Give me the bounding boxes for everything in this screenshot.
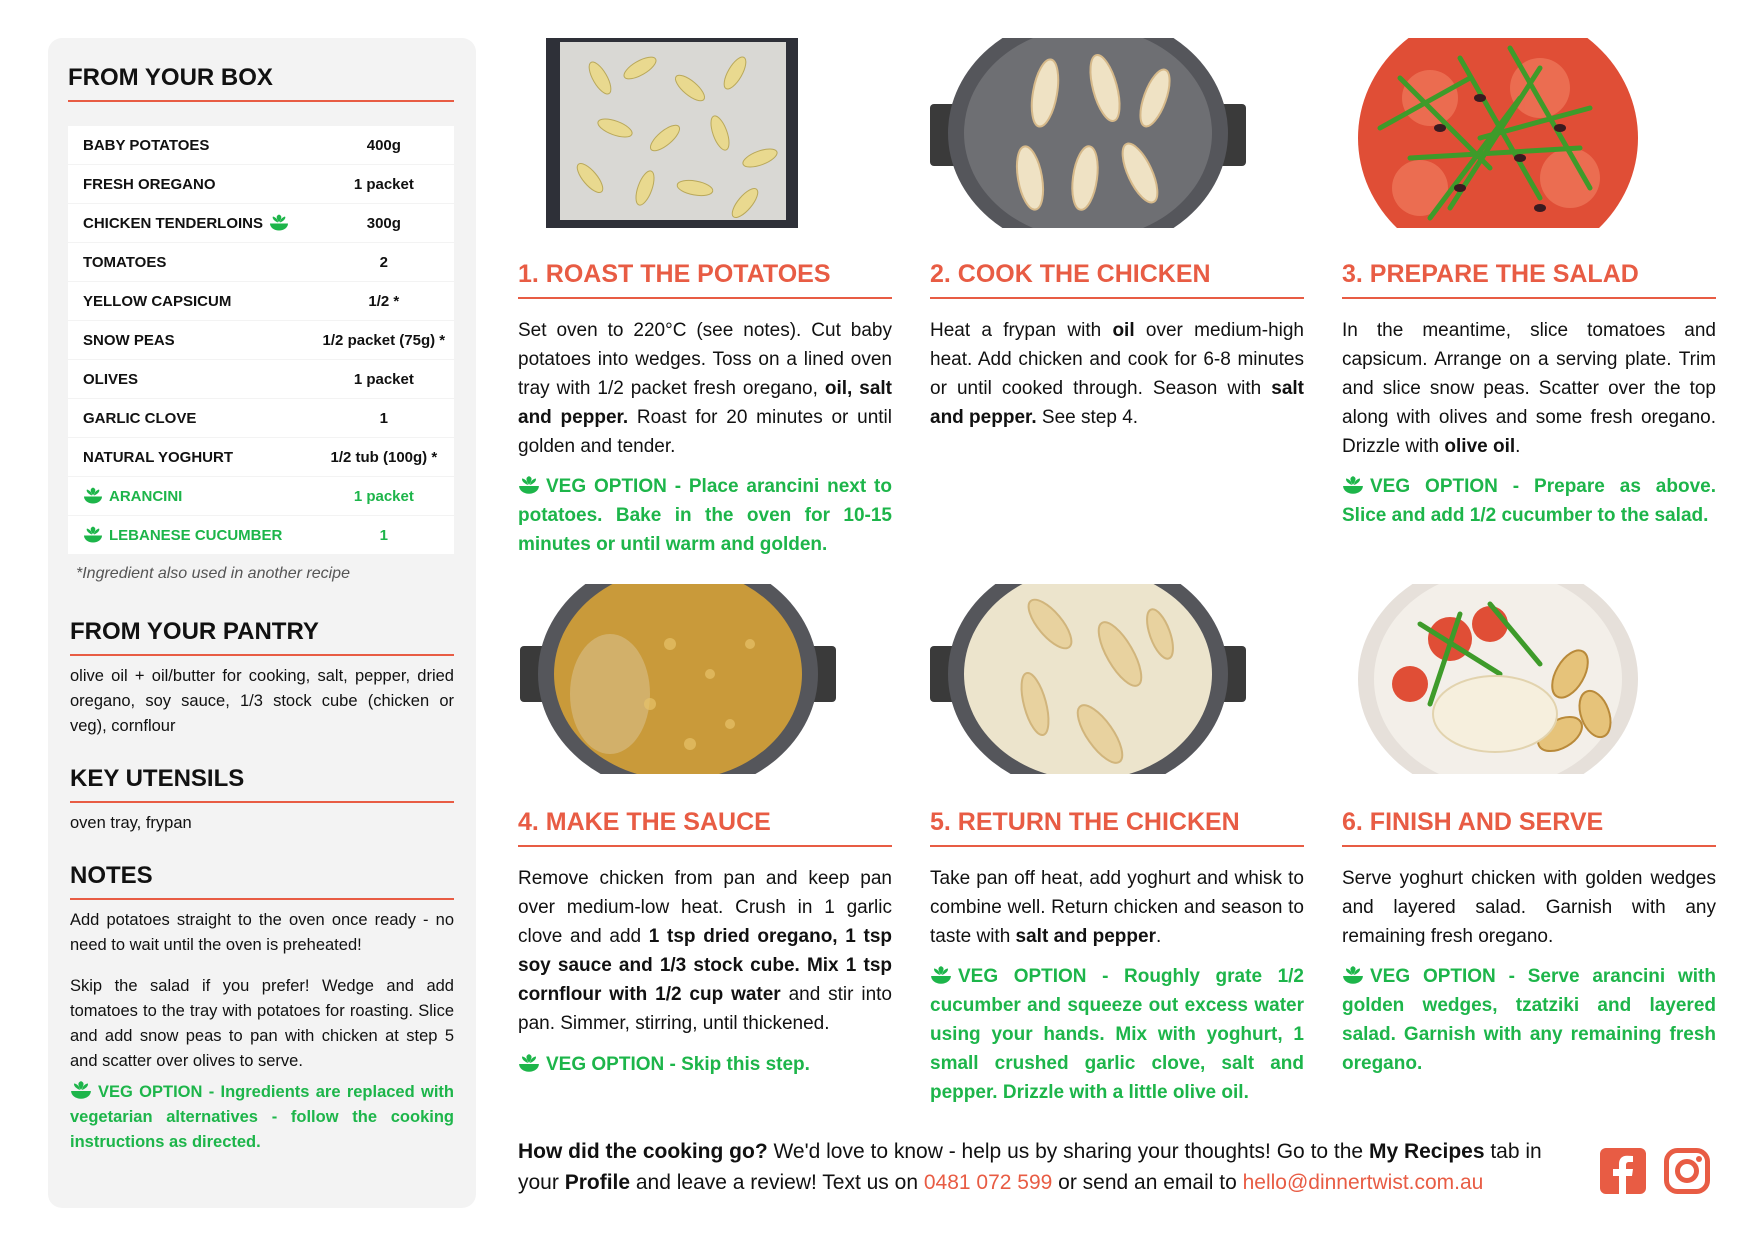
step-5-title: 5. RETURN THE CHICKEN [930,808,1304,847]
veg-bowl-icon [518,476,540,495]
ingredient-qty: 1/2 tub (100g) * [330,448,438,466]
ingredients-panel [48,38,476,1208]
ingredient-row [68,126,454,164]
bold-run: oil [1112,320,1135,341]
step-2-text [930,316,1304,432]
ingredient-name: YELLOW CAPSICUM [83,292,232,310]
step-2-photo [930,38,1246,228]
text-run: See step 4. [1036,407,1139,428]
ingredient-name: CHICKEN TENDERLOINS [83,214,264,232]
ingredient-row [68,438,454,476]
veg-bowl-icon [70,1081,92,1100]
feedback-footer [518,1136,1568,1198]
step-1-veg [518,472,892,559]
text-run: and stir into pan. Simmer, stirring, until thickened. [518,984,892,1034]
note-1: Add potatoes straight to the oven once ready - no need to wait until the oven is preheated! [70,911,454,954]
ingredients-table [68,126,454,555]
veg-bowl-icon [518,1054,540,1073]
step-4-veg [518,1050,892,1079]
step-3-photo [1340,38,1656,228]
text-run: Remove chicken from pan and keep pan over medium-low heat. Crush in 1 garlic clove and add [518,868,892,947]
ingredient-name-cell [68,526,314,544]
text-run: and leave a review! Text us on [630,1171,924,1194]
my-recipes-label: My Recipes [1368,1140,1485,1163]
step-6-text: Serve yoghurt chicken with golden wedges and layered salad. Garnish with any remaining fresh oregano. [1342,868,1716,947]
text-run: Roast for 20 minutes or until golden and tender. [518,407,893,457]
note-2: Skip the salad if you prefer! Wedge and add tomatoes to the tray with potatoes for roasting. Slice and add snow peas to pan with chicken at step 5 and scatter over olives to serve. [70,977,454,1070]
instagram-icon[interactable] [1664,1148,1710,1194]
ingredient-name: GARLIC CLOVE [83,409,197,427]
pantry-heading: FROM YOUR PANTRY [70,618,454,656]
text-run: Take pan off heat, add yoghurt and whisk to combine well. Return chicken and season to taste with [930,868,1304,947]
step-1-title: 1. ROAST THE POTATOES [518,260,892,299]
step-3-title: 3. PREPARE THE SALAD [1342,260,1716,299]
ingredient-row [68,282,454,320]
ingredient-name-cell [68,487,314,505]
step-1-text [518,316,892,461]
ingredient-qty: 1 packet [353,175,414,193]
note-veg-text: VEG OPTION - Ingredients are replaced with vegetarian alternatives - follow the cooking instructions as directed. [70,1083,454,1151]
veg-text: VEG OPTION - Prepare as above. Slice and add 1/2 cucumber to the salad. [1342,476,1716,526]
text-run: . [1155,926,1162,947]
pantry-text: olive oil + oil/butter for cooking, salt, pepper, dried oregano, soy sauce, 1/3 stock cube (chicken or veg), cornflour [70,667,454,735]
step-3-veg [1342,472,1716,530]
notes-heading: NOTES [70,862,454,900]
veg-bowl-icon [930,966,952,985]
veg-text: VEG OPTION - Roughly grate 1/2 cucumber and squeeze out excess water using your hands. Mix with yoghurt, 1 small crushed garlic clove, salt and pepper. Drizzle with a little olive oil. [930,966,1304,1103]
utensils-heading: KEY UTENSILS [70,765,454,803]
step-2-title: 2. COOK THE CHICKEN [930,260,1304,299]
veg-bowl-icon [269,214,289,232]
box-heading: FROM YOUR BOX [68,64,454,102]
veg-text: VEG OPTION - Serve arancini with golden wedges, tzatziki and layered salad. Garnish with any remaining fresh oregano. [1342,966,1716,1074]
ingredient-row [68,399,454,437]
ingredient-row [68,204,454,242]
veg-text: VEG OPTION - Place arancini next to potatoes. Bake in the oven for 10-15 minutes or until warm and golden. [518,476,892,555]
ingredient-name: FRESH OREGANO [83,175,216,193]
utensils-text: oven tray, frypan [70,814,192,832]
veg-bowl-icon [1342,476,1364,495]
step-4-text [518,864,892,1038]
text-run: or send an email to [1052,1171,1243,1194]
text-run: We'd love to know - help us by sharing your thoughts! Go to the [767,1140,1369,1163]
ingredient-row-veg [68,477,454,515]
profile-label: Profile [564,1171,631,1194]
text-run: Set oven to 220°C (see notes). Cut baby potatoes into wedges. Toss on a lined oven tray with 1/2 packet fresh oregano, [518,320,892,399]
ingredient-footnote: *Ingredient also used in another recipe [76,565,350,582]
ingredient-name: NATURAL YOGHURT [83,448,233,466]
ingredient-qty: 1 [379,526,388,544]
ingredient-qty: 2 [379,253,388,271]
step-1-photo [520,38,836,228]
text-run: over medium-high heat. Add chicken and cook for 6-8 minutes or until cooked through. Season with [930,320,1304,399]
footer-question: How did the cooking go? [518,1140,768,1163]
ingredient-name: ARANCINI [109,487,183,505]
veg-bowl-icon [83,526,103,544]
facebook-icon[interactable] [1600,1148,1646,1194]
text-run: . [1515,436,1521,457]
veg-bowl-icon [83,487,103,505]
ingredient-row [68,243,454,281]
ingredient-qty: 1/2 packet (75g) * [322,331,446,349]
ingredient-name: BABY POTATOES [83,136,210,154]
step-6-photo [1340,584,1656,774]
ingredient-row-veg [68,516,454,554]
step-4-title: 4. MAKE THE SAUCE [518,808,892,847]
veg-bowl-icon [1342,966,1364,985]
ingredient-qty: 1 [379,409,388,427]
step-6-title: 6. FINISH AND SERVE [1342,808,1716,847]
ingredient-row [68,321,454,359]
text-run: In the meantime, slice tomatoes and capsicum. Arrange on a serving plate. Trim and slice snow peas. Scatter over the top along with olives and some fresh oregano. Drizzle with [1342,320,1716,457]
bold-run: oil, salt and pepper. [518,378,892,428]
ingredient-qty: 1/2 * [368,292,400,310]
email-link[interactable]: hello@dinnertwist.com.au [1242,1171,1484,1194]
bold-run: olive oil [1444,436,1516,457]
ingredient-name: SNOW PEAS [83,331,175,349]
veg-text: VEG OPTION - Skip this step. [546,1054,810,1075]
ingredient-name: LEBANESE CUCUMBER [109,526,283,544]
step-5-photo [930,584,1246,774]
ingredient-qty: 1 packet [353,370,414,388]
note-veg [70,1080,454,1155]
text-run: Heat a frypan with [930,320,1113,341]
ingredient-row [68,360,454,398]
bold-run: salt and pepper. [930,378,1304,428]
ingredient-name: OLIVES [83,370,139,388]
ingredient-qty: 300g [366,214,401,232]
step-5-veg [930,962,1304,1107]
step-4-photo [520,584,836,774]
text-run: tab in your [518,1140,1542,1194]
ingredient-name-cell [68,214,314,232]
ingredient-row [68,165,454,203]
bold-run: 1 tsp dried oregano, 1 tsp soy sauce and 1/3 stock cube. Mix 1 tsp cornflour with 1/2 cup water [518,926,892,1005]
ingredient-qty: 1 packet [353,487,414,505]
ingredient-qty: 400g [366,136,401,154]
step-5-text [930,864,1304,951]
bold-run: salt and pepper [1015,926,1156,947]
step-3-text [1342,316,1716,461]
ingredient-name: TOMATOES [83,253,167,271]
phone-link[interactable]: 0481 072 599 [923,1171,1053,1194]
step-6-veg [1342,962,1716,1078]
